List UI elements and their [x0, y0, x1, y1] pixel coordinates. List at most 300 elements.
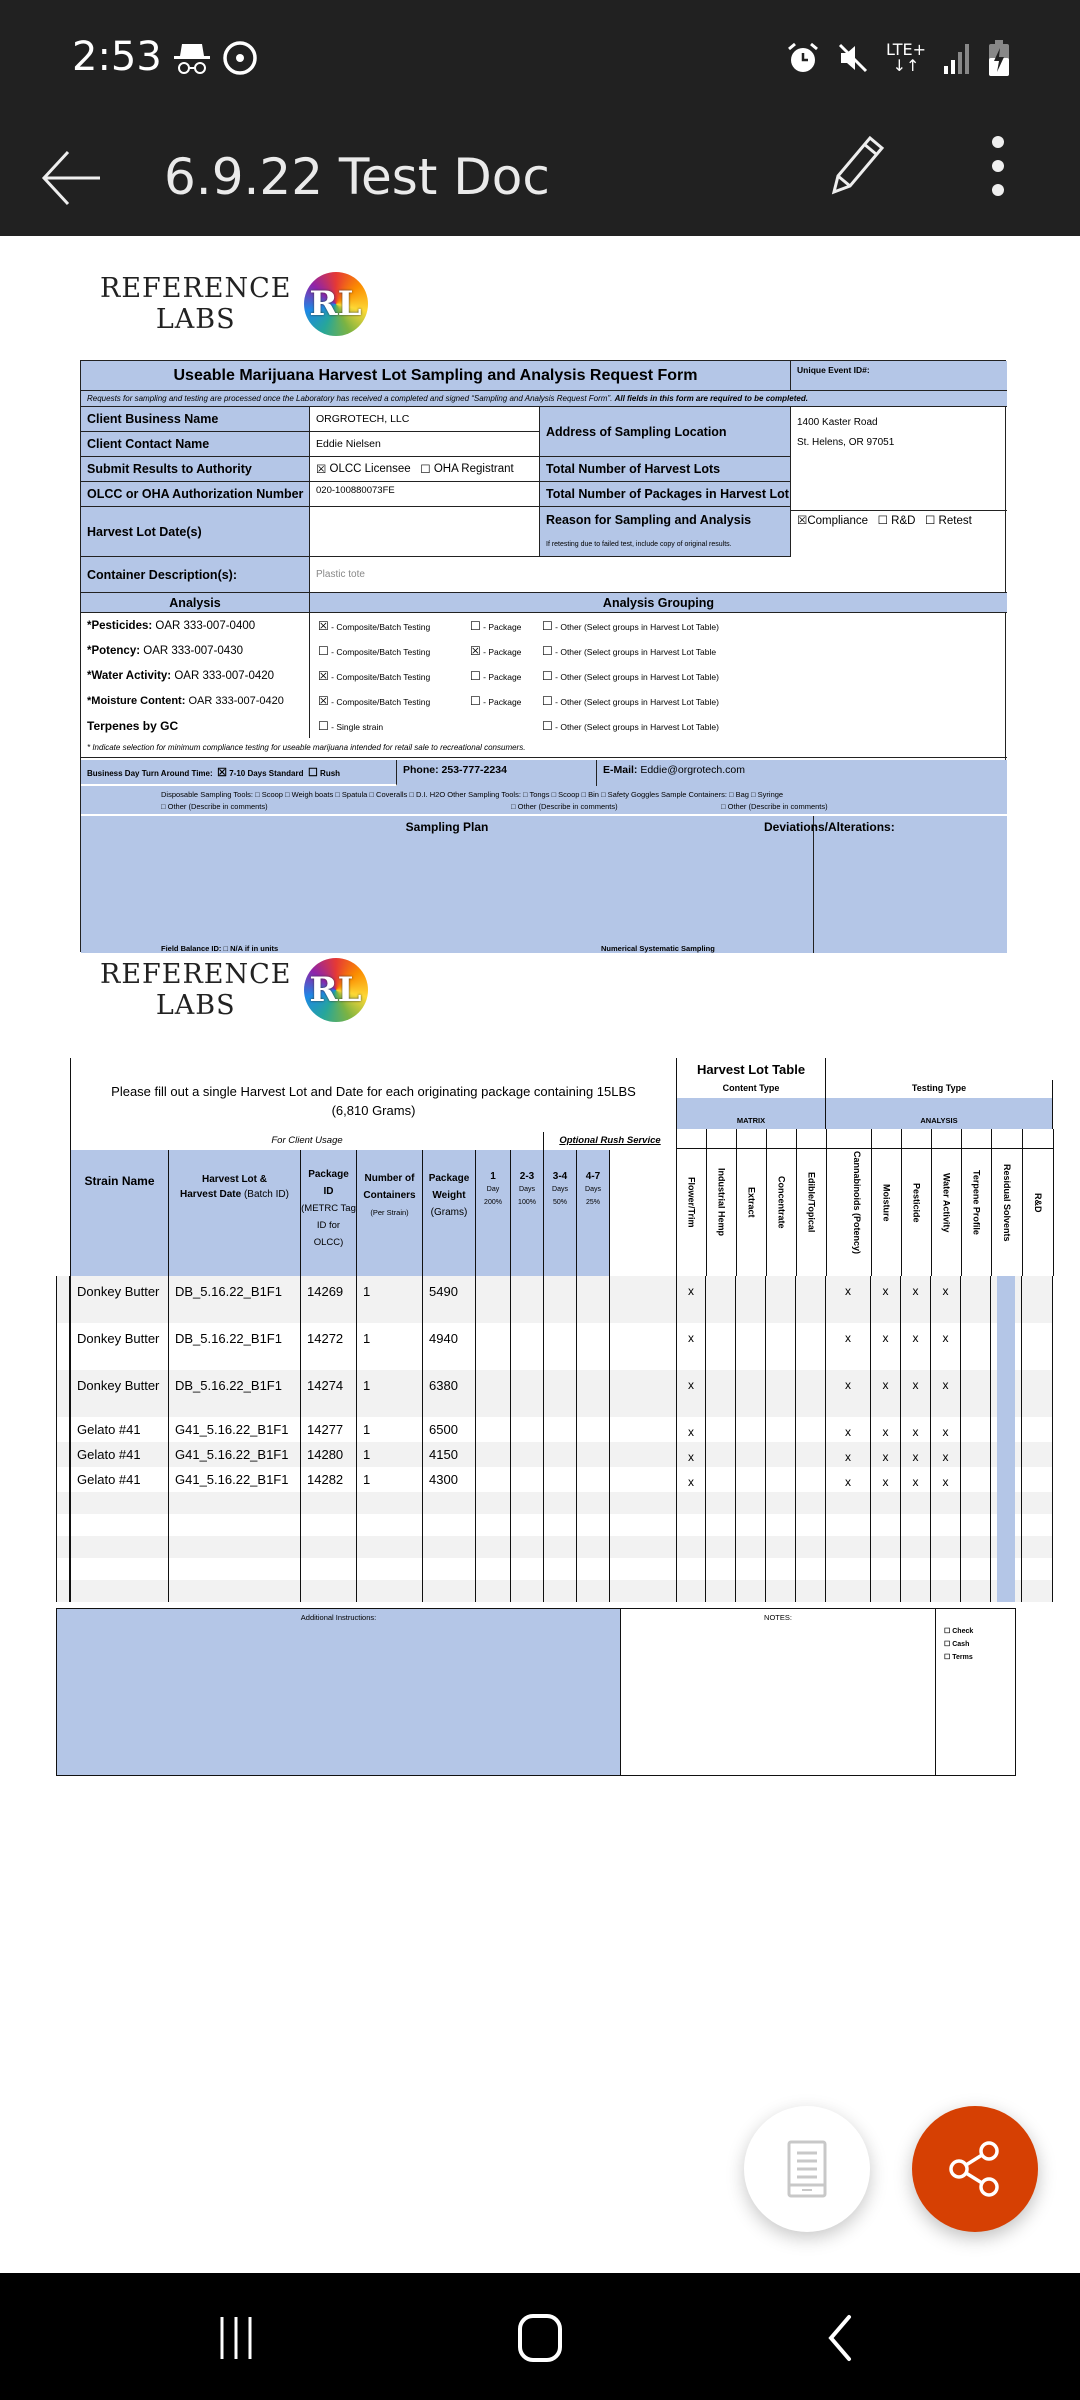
document-title: 6.9.22 Test Doc	[164, 148, 550, 206]
email-value[interactable]: Eddie@orgrotech.com	[640, 764, 745, 776]
cell-rush[interactable]	[511, 1323, 544, 1370]
cell-rush[interactable]	[476, 1370, 511, 1417]
cell-mark[interactable]	[871, 1492, 901, 1514]
cell-wt[interactable]: 4300	[423, 1467, 476, 1492]
cell-rush[interactable]	[544, 1323, 577, 1370]
cell-mark[interactable]: x	[931, 1276, 961, 1323]
cell-strain[interactable]	[70, 1536, 169, 1558]
deviations-area[interactable]	[814, 816, 1007, 953]
analysis-code: OAR 333-007-0400	[155, 619, 256, 632]
cell-mark[interactable]	[901, 1580, 931, 1602]
col-lot-a: Harvest Lot &	[201, 1174, 267, 1185]
cell-mark[interactable]: x	[676, 1442, 706, 1467]
cell-mark[interactable]	[706, 1276, 736, 1323]
cell-mark[interactable]	[736, 1323, 766, 1370]
phone-value[interactable]: 253-777-2234	[441, 764, 507, 776]
cell-pkg[interactable]: 14277	[301, 1417, 357, 1442]
cell-num[interactable]	[357, 1492, 423, 1514]
cell-mark[interactable]	[901, 1536, 931, 1558]
cell-rush[interactable]	[511, 1442, 544, 1467]
cell-lot[interactable]: DB_5.16.22_B1F1	[169, 1370, 301, 1417]
cell-mark[interactable]	[931, 1580, 961, 1602]
cell-rush[interactable]	[476, 1492, 511, 1514]
cell-mark[interactable]	[961, 1442, 991, 1467]
cell-rush[interactable]	[476, 1558, 511, 1580]
cell-mark[interactable]	[1022, 1580, 1053, 1602]
cell-num[interactable]: 1	[357, 1276, 423, 1323]
cell-mark[interactable]	[1022, 1536, 1053, 1558]
cell-mark[interactable]	[676, 1580, 706, 1602]
cell-mark[interactable]	[766, 1558, 796, 1580]
client-contact-name-field[interactable]: Eddie Nielsen	[310, 432, 540, 457]
cell-mark[interactable]	[796, 1370, 826, 1417]
cell-rush[interactable]	[511, 1492, 544, 1514]
cell-mark[interactable]	[676, 1558, 706, 1580]
cell-mark[interactable]: x	[826, 1323, 871, 1370]
cell-lot[interactable]	[169, 1514, 301, 1536]
container-description-field[interactable]: Plastic tote	[310, 557, 1007, 593]
cell-rush[interactable]	[544, 1514, 577, 1536]
cell-lot[interactable]: G41_5.16.22_B1F1	[169, 1467, 301, 1492]
cell-strain[interactable]: Donkey Butter	[70, 1323, 169, 1370]
col-rush-3-4days[interactable]: 3-4 Days 50%	[544, 1150, 577, 1276]
cell-lot[interactable]	[169, 1580, 301, 1602]
cell-mark[interactable]: x	[901, 1323, 931, 1370]
cell-mark[interactable]: x	[871, 1370, 901, 1417]
harvest-dates-field[interactable]	[310, 507, 540, 557]
cell-lot[interactable]: DB_5.16.22_B1F1	[169, 1276, 301, 1323]
cell-mark[interactable]	[796, 1558, 826, 1580]
cell-mark[interactable]	[706, 1370, 736, 1417]
cell-mark[interactable]	[766, 1514, 796, 1536]
col-cannabinoids: Cannabinoids (Potency)	[852, 1150, 862, 1254]
cell-rush[interactable]	[577, 1467, 610, 1492]
home-button[interactable]	[500, 2303, 580, 2373]
composite-checkbox[interactable]: ☐	[318, 643, 329, 658]
col-wt-c: (Grams)	[430, 1207, 468, 1218]
cell-pkg[interactable]	[301, 1558, 357, 1580]
cell-rush[interactable]	[544, 1467, 577, 1492]
cell-mark[interactable]	[1022, 1276, 1053, 1323]
cell-strain[interactable]: Donkey Butter	[70, 1370, 169, 1417]
olcc-licensee-checkbox[interactable]: ☒	[316, 464, 327, 476]
cell-mark[interactable]	[796, 1276, 826, 1323]
cell-strain[interactable]	[70, 1558, 169, 1580]
other-checkbox[interactable]: ☐	[542, 693, 553, 708]
table-row	[56, 1514, 1053, 1536]
cell-mark[interactable]	[736, 1514, 766, 1536]
cell-mark[interactable]	[901, 1558, 931, 1580]
cell-mark[interactable]	[1022, 1370, 1053, 1417]
cell-mark[interactable]: x	[826, 1467, 871, 1492]
client-contact-name-label: Client Contact Name	[81, 432, 310, 457]
cell-lot[interactable]	[169, 1558, 301, 1580]
cell-mark[interactable]: x	[901, 1417, 931, 1442]
analysis-header: Analysis	[81, 593, 310, 613]
cell-rush[interactable]	[577, 1276, 610, 1323]
cell-rush[interactable]	[511, 1580, 544, 1602]
standard-turnaround-checkbox[interactable]: ☒	[217, 767, 227, 779]
cell-rush[interactable]	[577, 1323, 610, 1370]
cell-mark[interactable]	[796, 1536, 826, 1558]
cell-num[interactable]: 1	[357, 1417, 423, 1442]
cell-rush[interactable]	[544, 1580, 577, 1602]
cell-mark[interactable]	[676, 1536, 706, 1558]
cell-rush[interactable]	[476, 1580, 511, 1602]
cell-num[interactable]: 1	[357, 1370, 423, 1417]
cell-mark[interactable]	[826, 1492, 871, 1514]
cell-mark[interactable]: x	[871, 1467, 901, 1492]
cell-mark[interactable]	[706, 1442, 736, 1467]
cell-mark[interactable]	[796, 1467, 826, 1492]
cell-mark[interactable]: x	[826, 1370, 871, 1417]
cell-mark[interactable]	[736, 1442, 766, 1467]
cell-rush[interactable]	[511, 1276, 544, 1323]
cell-mark[interactable]	[706, 1467, 736, 1492]
cell-pkg[interactable]: 14280	[301, 1442, 357, 1467]
other-checkbox[interactable]: ☐	[542, 668, 553, 683]
cell-rush[interactable]	[544, 1276, 577, 1323]
payment-check[interactable]: ☐ Check	[944, 1628, 974, 1635]
composite-checkbox[interactable]: ☒	[318, 618, 329, 633]
cell-mark[interactable]	[766, 1417, 796, 1442]
cell-mark[interactable]	[766, 1442, 796, 1467]
cell-mark[interactable]	[766, 1370, 796, 1417]
cell-mark[interactable]: x	[901, 1276, 931, 1323]
cell-mark[interactable]	[706, 1536, 736, 1558]
cell-mark[interactable]	[961, 1417, 991, 1442]
cell-mark[interactable]	[736, 1370, 766, 1417]
authorization-number-field[interactable]: 020-100880073FE	[310, 482, 540, 507]
table-row	[56, 1467, 1053, 1492]
cell-mark[interactable]: x	[871, 1417, 901, 1442]
cell-rush[interactable]	[577, 1417, 610, 1442]
cell-rush[interactable]	[511, 1370, 544, 1417]
lte-plus-icon: LTE+ ↓↑	[886, 40, 926, 75]
cell-mark[interactable]	[706, 1492, 736, 1514]
cell-rush[interactable]	[476, 1417, 511, 1442]
cell-wt[interactable]: 5490	[423, 1276, 476, 1323]
cell-mark[interactable]: x	[871, 1442, 901, 1467]
cell-mark[interactable]	[961, 1514, 991, 1536]
cell-mark[interactable]	[736, 1276, 766, 1323]
cell-mark[interactable]: x	[676, 1276, 706, 1323]
cell-mark[interactable]: x	[871, 1323, 901, 1370]
cell-mark[interactable]: x	[931, 1370, 961, 1417]
single-strain-label: - Single strain	[331, 721, 384, 732]
cell-lot[interactable]: G41_5.16.22_B1F1	[169, 1417, 301, 1442]
cell-mark[interactable]	[1022, 1417, 1053, 1442]
cell-mark[interactable]	[766, 1580, 796, 1602]
analysis-name: Terpenes by GC	[81, 713, 310, 738]
cell-pkg[interactable]	[301, 1514, 357, 1536]
other-checkbox[interactable]: ☐	[542, 718, 553, 733]
cell-wt[interactable]: 4940	[423, 1323, 476, 1370]
cell-rush[interactable]	[544, 1558, 577, 1580]
cell-rush[interactable]	[544, 1417, 577, 1442]
cell-rush[interactable]	[577, 1536, 610, 1558]
cell-rush[interactable]	[511, 1536, 544, 1558]
cell-mark[interactable]	[871, 1558, 901, 1580]
cell-mark[interactable]	[961, 1492, 991, 1514]
cell-mark[interactable]: x	[826, 1417, 871, 1442]
single-strain-checkbox[interactable]: ☐	[318, 718, 329, 733]
cell-rush[interactable]	[544, 1442, 577, 1467]
cell-mark[interactable]	[796, 1492, 826, 1514]
pencil-icon[interactable]	[820, 130, 890, 200]
deviations-title: Deviations/Alterations:	[764, 820, 895, 834]
cell-rush[interactable]	[476, 1442, 511, 1467]
cell-mark[interactable]: x	[901, 1467, 931, 1492]
cell-pkg[interactable]	[301, 1492, 357, 1514]
address-field[interactable]	[791, 407, 1007, 511]
package-checkbox[interactable]: ☒	[470, 643, 481, 658]
compliance-checkbox[interactable]: ☒	[797, 515, 808, 527]
cell-rush[interactable]	[511, 1558, 544, 1580]
composite-checkbox[interactable]: ☒	[318, 668, 329, 683]
cell-mark[interactable]	[826, 1536, 871, 1558]
table-row	[56, 1558, 1053, 1580]
reader-mode-button[interactable]	[744, 2106, 870, 2232]
composite-checkbox[interactable]: ☒	[318, 693, 329, 708]
cell-mark[interactable]	[796, 1580, 826, 1602]
col-rnd: R&D	[1033, 1192, 1043, 1213]
cell-lot[interactable]	[169, 1492, 301, 1514]
cell-wt[interactable]	[423, 1558, 476, 1580]
cell-wt[interactable]	[423, 1580, 476, 1602]
cell-strain[interactable]: Donkey Butter	[70, 1276, 169, 1323]
cell-pkg[interactable]: 14282	[301, 1467, 357, 1492]
cell-rush[interactable]	[476, 1276, 511, 1323]
cell-mark[interactable]	[706, 1417, 736, 1442]
row-side-marker	[997, 1323, 1015, 1370]
cell-rush[interactable]	[476, 1467, 511, 1492]
row-side-marker	[997, 1492, 1015, 1514]
cell-mark[interactable]	[706, 1580, 736, 1602]
retest-checkbox[interactable]: ☐	[925, 515, 936, 527]
cell-rush[interactable]	[544, 1492, 577, 1514]
cell-mark[interactable]	[901, 1492, 931, 1514]
cell-mark[interactable]	[961, 1276, 991, 1323]
cell-num[interactable]: 1	[357, 1467, 423, 1492]
cell-mark[interactable]: x	[901, 1370, 931, 1417]
cell-mark[interactable]	[766, 1536, 796, 1558]
cell-lot[interactable]	[169, 1536, 301, 1558]
additional-instructions-area[interactable]	[56, 1608, 620, 1776]
cell-mark[interactable]	[901, 1514, 931, 1536]
cell-mark[interactable]	[961, 1323, 991, 1370]
cell-wt[interactable]	[423, 1492, 476, 1514]
cell-mark[interactable]	[766, 1467, 796, 1492]
cell-mark[interactable]	[871, 1514, 901, 1536]
cell-strain[interactable]: Gelato #41	[70, 1467, 169, 1492]
harvest-lot-table-title: Harvest Lot Table	[676, 1058, 826, 1080]
cell-num[interactable]: 1	[357, 1323, 423, 1370]
cell-rush[interactable]	[511, 1417, 544, 1442]
reason-label-cell	[540, 507, 791, 557]
cell-rush[interactable]	[511, 1467, 544, 1492]
cell-mark[interactable]	[931, 1492, 961, 1514]
arrow-left-icon[interactable]	[40, 148, 104, 208]
cell-mark[interactable]: x	[826, 1276, 871, 1323]
nav-back-button[interactable]	[800, 2303, 880, 2373]
other-checkbox[interactable]: ☐	[542, 618, 553, 633]
cell-mark[interactable]	[676, 1514, 706, 1536]
cell-pkg[interactable]: 14269	[301, 1276, 357, 1323]
cell-mark[interactable]: x	[676, 1467, 706, 1492]
analysis-name: *Water Activity:	[87, 669, 172, 682]
phone-cell	[397, 760, 597, 786]
cell-mark[interactable]	[931, 1514, 961, 1536]
payment-terms[interactable]: ☐ Terms	[944, 1654, 973, 1661]
cell-mark[interactable]	[1022, 1467, 1053, 1492]
cell-rush[interactable]	[577, 1580, 610, 1602]
oha-registrant-checkbox[interactable]: ☐	[420, 464, 431, 476]
cell-mark[interactable]	[736, 1467, 766, 1492]
cell-mark[interactable]	[1022, 1442, 1053, 1467]
cell-mark[interactable]	[706, 1514, 736, 1536]
cell-wt[interactable]: 6380	[423, 1370, 476, 1417]
rnd-checkbox[interactable]: ☐	[877, 515, 888, 527]
cell-mark[interactable]	[706, 1558, 736, 1580]
cell-mark[interactable]: x	[931, 1467, 961, 1492]
cell-mark[interactable]	[796, 1514, 826, 1536]
cell-mark[interactable]	[736, 1417, 766, 1442]
payment-cash[interactable]: ☐ Cash	[944, 1641, 970, 1648]
cell-rush[interactable]	[577, 1370, 610, 1417]
cell-rush[interactable]	[577, 1492, 610, 1514]
sampling-plan-area[interactable]	[81, 816, 814, 953]
cell-wt[interactable]	[423, 1514, 476, 1536]
app-bar	[0, 118, 1080, 236]
col-rush-2-3days[interactable]: 2-3 Days 100%	[511, 1150, 544, 1276]
package-checkbox[interactable]: ☐	[470, 668, 481, 683]
cell-lot[interactable]: G41_5.16.22_B1F1	[169, 1442, 301, 1467]
cell-num[interactable]	[357, 1580, 423, 1602]
cell-mark[interactable]: x	[871, 1276, 901, 1323]
cell-rush[interactable]	[577, 1514, 610, 1536]
cell-wt[interactable]: 6500	[423, 1417, 476, 1442]
cell-mark[interactable]	[736, 1580, 766, 1602]
cell-num[interactable]: 1	[357, 1442, 423, 1467]
cell-wt[interactable]	[423, 1536, 476, 1558]
share-button[interactable]	[912, 2106, 1038, 2232]
cell-mark[interactable]	[1022, 1323, 1053, 1370]
recents-button[interactable]	[196, 2303, 276, 2373]
cell-mark[interactable]	[796, 1417, 826, 1442]
cell-pkg[interactable]: 14272	[301, 1323, 357, 1370]
cell-rush[interactable]	[577, 1558, 610, 1580]
cell-mark[interactable]	[736, 1558, 766, 1580]
cell-mark[interactable]	[931, 1536, 961, 1558]
logo-line2: LABS	[155, 990, 236, 1021]
cell-mark[interactable]	[766, 1492, 796, 1514]
cell-mark[interactable]	[961, 1558, 991, 1580]
col-rush-4-7days[interactable]: 4-7 Days 25%	[577, 1150, 610, 1276]
row-side-marker	[997, 1536, 1015, 1558]
cell-mark[interactable]	[871, 1536, 901, 1558]
package-checkbox[interactable]: ☐	[470, 693, 481, 708]
cell-mark[interactable]: x	[826, 1442, 871, 1467]
row-side-marker	[997, 1580, 1015, 1602]
cell-rush[interactable]	[544, 1370, 577, 1417]
cell-mark[interactable]: x	[676, 1417, 706, 1442]
row-side-marker	[997, 1276, 1015, 1323]
cell-pkg[interactable]: 14274	[301, 1370, 357, 1417]
cell-mark[interactable]	[1022, 1514, 1053, 1536]
cell-mark[interactable]	[706, 1323, 736, 1370]
cell-strain[interactable]	[70, 1514, 169, 1536]
cell-mark[interactable]	[826, 1580, 871, 1602]
notes-area[interactable]	[620, 1608, 935, 1776]
cell-mark[interactable]	[931, 1558, 961, 1580]
cell-mark[interactable]	[826, 1558, 871, 1580]
package-checkbox[interactable]: ☐	[470, 618, 481, 633]
more-vert-icon[interactable]	[980, 134, 1016, 198]
cell-mark[interactable]	[961, 1370, 991, 1417]
cell-mark[interactable]: x	[901, 1442, 931, 1467]
cell-mark[interactable]	[766, 1323, 796, 1370]
cell-strain[interactable]: Gelato #41	[70, 1417, 169, 1442]
cell-mark[interactable]: x	[931, 1323, 961, 1370]
cell-rush[interactable]	[544, 1536, 577, 1558]
cell-mark[interactable]	[736, 1536, 766, 1558]
cell-strain[interactable]	[70, 1580, 169, 1602]
cell-rush[interactable]	[577, 1442, 610, 1467]
cell-rush[interactable]	[476, 1536, 511, 1558]
cell-pkg[interactable]	[301, 1536, 357, 1558]
cell-mark[interactable]	[961, 1536, 991, 1558]
cell-strain[interactable]: Gelato #41	[70, 1442, 169, 1467]
cell-mark[interactable]	[961, 1580, 991, 1602]
compliance-label: Compliance	[807, 515, 869, 527]
cell-wt[interactable]: 4150	[423, 1442, 476, 1467]
cell-mark[interactable]: x	[931, 1442, 961, 1467]
row-stub	[56, 1558, 70, 1580]
cell-mark[interactable]: x	[676, 1323, 706, 1370]
cell-num[interactable]	[357, 1536, 423, 1558]
cell-mark[interactable]	[826, 1514, 871, 1536]
cell-num[interactable]	[357, 1514, 423, 1536]
cell-mark[interactable]	[1022, 1492, 1053, 1514]
col-rush-1day[interactable]: 1 Day 200%	[476, 1150, 511, 1276]
package-label: - Package	[483, 621, 522, 632]
cell-pkg[interactable]	[301, 1580, 357, 1602]
cell-mark[interactable]: x	[931, 1417, 961, 1442]
col-flower-trim: Flower/Trim	[686, 1177, 697, 1228]
cell-rush[interactable]	[476, 1514, 511, 1536]
cell-mark[interactable]	[766, 1276, 796, 1323]
cell-mark[interactable]	[871, 1580, 901, 1602]
cell-mark[interactable]	[796, 1442, 826, 1467]
client-business-name-field[interactable]: ORGROTECH, LLC	[310, 407, 540, 432]
other-checkbox[interactable]: ☐	[542, 643, 553, 658]
row-stub	[56, 1514, 70, 1536]
table-row	[56, 1536, 1053, 1558]
cell-rush[interactable]	[511, 1514, 544, 1536]
cell-lot[interactable]: DB_5.16.22_B1F1	[169, 1323, 301, 1370]
rush-turnaround-checkbox[interactable]: ☐	[307, 767, 318, 779]
cell-num[interactable]	[357, 1558, 423, 1580]
cell-mark[interactable]	[796, 1323, 826, 1370]
cell-mark[interactable]	[676, 1492, 706, 1514]
cell-mark[interactable]	[736, 1492, 766, 1514]
cell-strain[interactable]	[70, 1492, 169, 1514]
cell-rush[interactable]	[476, 1323, 511, 1370]
cell-mark[interactable]: x	[676, 1370, 706, 1417]
cell-mark[interactable]	[961, 1467, 991, 1492]
cell-mark[interactable]	[1022, 1558, 1053, 1580]
